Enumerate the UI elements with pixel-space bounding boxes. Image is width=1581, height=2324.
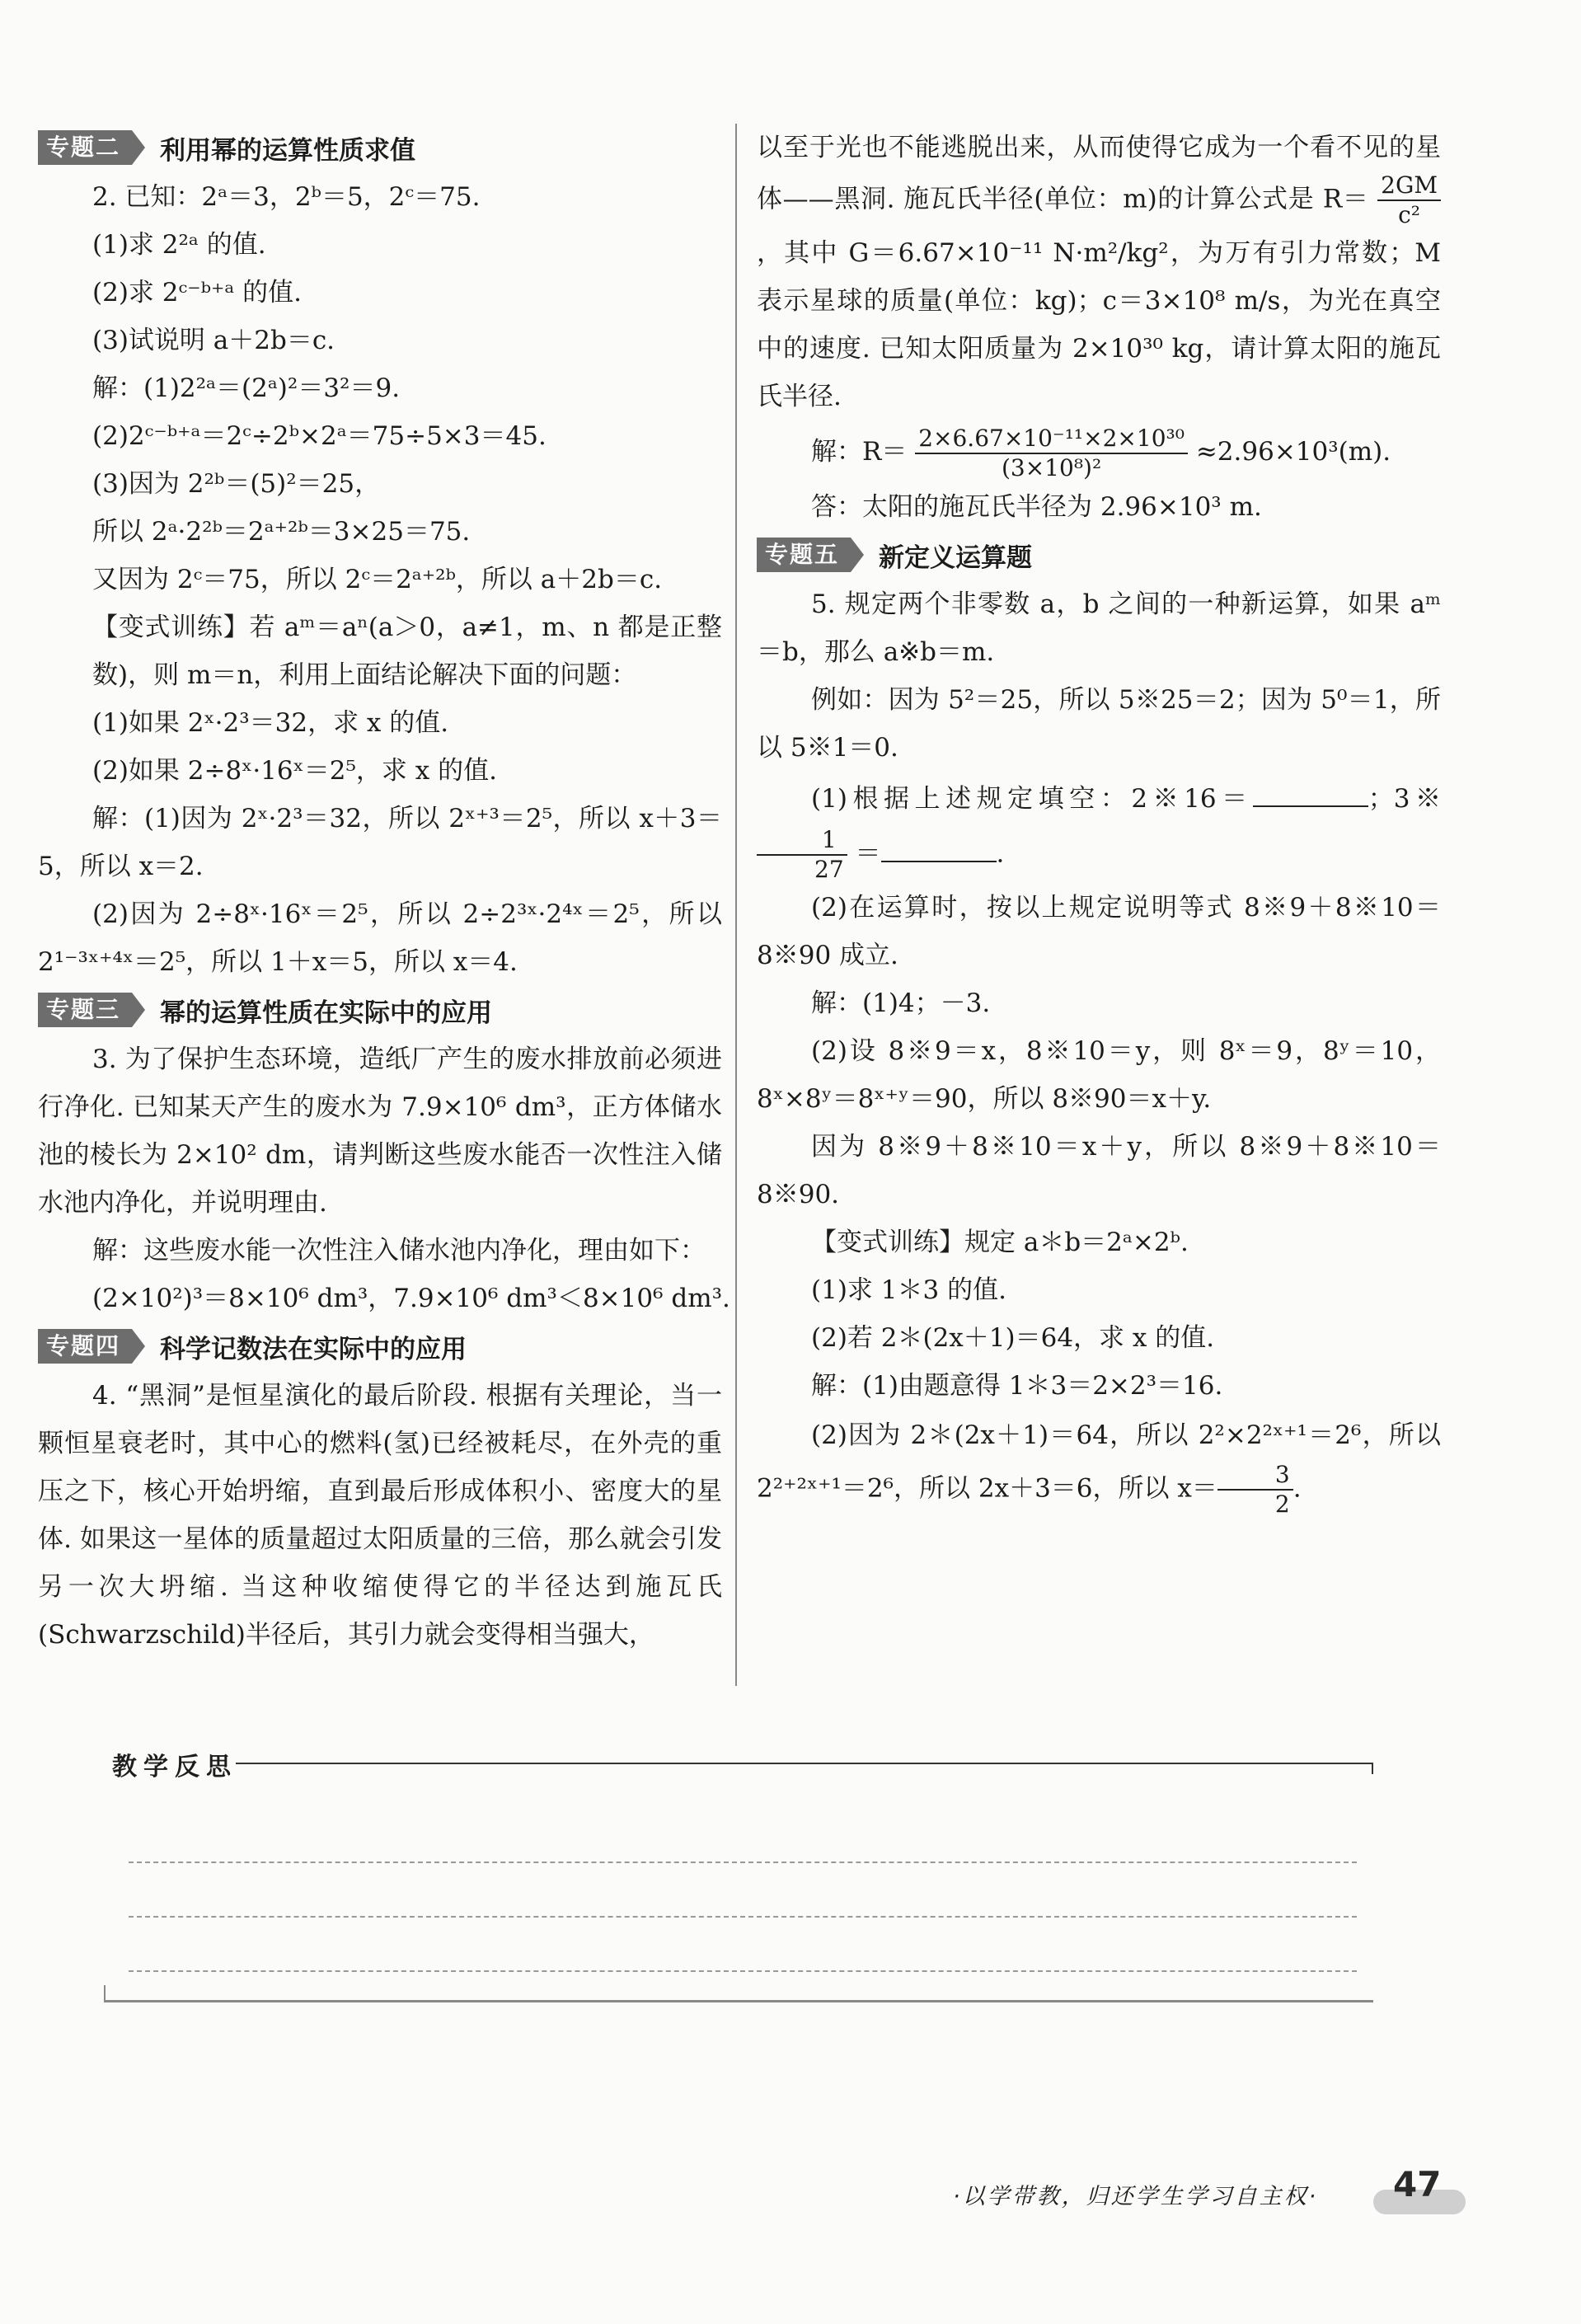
problem-5-q1-text-2: ；3※ [1368, 784, 1441, 814]
solution-suffix: ≈2.96×10³(m). [1195, 437, 1391, 467]
problem-2-a2: (2)2ᶜ⁻ᵇ⁺ᵃ＝2ᶜ÷2ᵇ×2ᵃ＝75÷5×3＝45. [92, 421, 547, 451]
three-halves-numerator: 3 [1217, 1461, 1293, 1491]
three-halves-denominator: 2 [1274, 1491, 1290, 1518]
variant-2-a2-end: . [1292, 1473, 1302, 1504]
reflection-right-tick [1372, 1763, 1373, 1774]
variant-2-q2: (2)若 2＊(2x＋1)＝64，求 x 的值. [811, 1323, 1215, 1353]
reflection-writing-line-2[interactable] [129, 1916, 1357, 1918]
solution-numerator: 2×6.67×10⁻¹¹×2×10³⁰ [915, 425, 1188, 454]
solution-denominator: (3×10⁸)² [1001, 453, 1102, 481]
topic-4-tag: 专题四 [38, 1329, 132, 1364]
variant-2-q1: (1)求 1＊3 的值. [811, 1275, 1006, 1305]
problem-5-a2-conclusion: 因为 8※9＋8※10＝x＋y，所以 8※9＋8※10＝8※90. [757, 1132, 1441, 1209]
problem-2-a3: (3)因为 2²ᵇ＝(5)²＝25， [92, 469, 381, 499]
variant-training-2: 【变式训练】规定 a＊b＝2ᵃ×2ᵇ. [811, 1228, 1189, 1257]
topic-5-title: 新定义运算题 [879, 542, 1033, 573]
variant-training-1: 【变式训练】若 aᵐ＝aⁿ(a＞0，a≠1，m、n 都是正整数)，则 m＝n，利用上面结论解决下面的问题： [92, 613, 722, 690]
answer-blank-1[interactable] [1253, 781, 1368, 807]
problem-4-statement: 4. “黑洞”是恒星演化的最后阶段. 根据有关理论，当一颗恒星衰老时，其中心的燃料(氢)已经被耗尽，在外壳的重压之下，核心开始坍缩，直到最后形成体积小、密度大的星体. 如果这一星体的质量超过太阳质量的三倍，那么就会引发另一次大坍缩. 当这种收缩使得它的半径达到施瓦氏(Schwarzschild)半径后，其引力就会变得相当强大， [38, 1381, 722, 1650]
problem-4-continued-text: 以至于光也不能逃脱出来，从而使得它成为一个看不见的星体——黑洞. 施瓦氏半径(单位：m)的计算公式是 R＝ [757, 133, 1441, 214]
problem-5-q1 [757, 772, 1441, 884]
teaching-reflection-label: 教学反思 [112, 1753, 237, 1782]
problem-5-q1-equals: ＝ [855, 838, 881, 869]
formula-denominator: c² [1398, 201, 1421, 228]
topic-2-header [38, 124, 722, 171]
fraction-denominator: 27 [814, 856, 844, 883]
variant-2-a1: 解：(1)由题意得 1＊3＝2×2³＝16. [811, 1371, 1223, 1401]
problem-3-answer-2: (2×10²)³＝8×10⁶ dm³，7.9×10⁶ dm³＜8×10⁶ dm³. [92, 1284, 730, 1313]
problem-5-q1-period: . [996, 838, 1005, 869]
reflection-top-rule [236, 1763, 1373, 1764]
variant-1-a1: 解：(1)因为 2ˣ·2³＝32，所以 2ˣ⁺³＝2⁵，所以 x＋3＝5，所以 x＝2. [38, 804, 722, 881]
problem-5-a1: 解：(1)4；－3. [811, 988, 991, 1018]
formula-numerator: 2GM [1377, 171, 1441, 201]
problem-5-statement: 5. 规定两个非零数 a，b 之间的一种新运算，如果 aᵐ＝b，那么 a※b＝m. [757, 589, 1441, 667]
topic-2-title: 利用幂的运算性质求值 [160, 135, 416, 166]
problem-4-solution [757, 420, 1441, 483]
problem-5-q1-text: (1)根据上述规定填空：2※16＝ [811, 784, 1253, 814]
variant-1-q2: (2)如果 2÷8ˣ·16ˣ＝2⁵，求 x 的值. [92, 756, 497, 786]
problem-2-statement: 2. 已知：2ᵃ＝3，2ᵇ＝5，2ᶜ＝75. [92, 182, 481, 212]
problem-2-a3-step3: 又因为 2ᶜ＝75，所以 2ᶜ＝2ᵃ⁺²ᵇ，所以 a＋2b＝c. [92, 565, 663, 594]
problem-5-example: 例如：因为 5²＝25，所以 5※25＝2；因为 5⁰＝1，所以 5※1＝0. [757, 685, 1441, 763]
topic-5-tag: 专题五 [757, 538, 851, 572]
variant-2-a2-text: (2)因为 2＊(2x＋1)＝64，所以 2²×2²ˣ⁺¹＝2⁶，所以 2²⁺²ˣ⁺¹＝2⁶，所以 2x＋3＝6，所以 x＝ [757, 1420, 1441, 1504]
reflection-writing-line-1[interactable] [129, 1862, 1357, 1863]
left-column [38, 124, 730, 1659]
answer-blank-2[interactable] [881, 836, 997, 862]
topic-3-tag: 专题三 [38, 993, 132, 1027]
problem-4-continued-text-2: ，其中 G＝6.67×10⁻¹¹ N·m²/kg²，为万有引力常数；M 表示星球的质量(单位：kg)；c＝3×10⁸ m/s，为光在真空中的速度. 已知太阳质量为 2×10³⁰ kg，请计算太阳的施瓦氏半径. [757, 238, 1441, 411]
problem-4-continued [757, 124, 1441, 420]
topic-5-header [757, 531, 1441, 579]
variant-2-a2 [757, 1410, 1441, 1519]
reflection-left-tick [104, 1985, 106, 2002]
topic-3-header [38, 986, 722, 1034]
problem-2-a3-step2: 所以 2ᵃ·2²ᵇ＝2ᵃ⁺²ᵇ＝3×25＝75. [92, 517, 471, 547]
problem-4-answer: 答：太阳的施瓦氏半径为 2.96×10³ m. [811, 492, 1262, 522]
problem-5-q2: (2)在运算时，按以上规定说明等式 8※9＋8※10＝8※90 成立. [757, 893, 1441, 970]
problem-2-q1: (1)求 2²ᵃ 的值. [92, 230, 266, 260]
problem-2-q3: (3)试说明 a＋2b＝c. [92, 326, 335, 355]
problem-2-q2: (2)求 2ᶜ⁻ᵇ⁺ᵃ 的值. [92, 278, 303, 308]
footer-motto: ·以学带教，归还学生学习自主权· [953, 2184, 1319, 2209]
problem-5-a2: (2)设 8※9＝x，8※10＝y，则 8ˣ＝9，8ʸ＝10，8ˣ×8ʸ＝8ˣ⁺ʸ＝90，所以 8※90＝x＋y. [757, 1036, 1441, 1114]
solution-prefix: 解：R＝ [811, 437, 908, 467]
page-number: 47 [1393, 2164, 1442, 2204]
teaching-reflection-box [112, 1746, 1373, 2010]
column-divider [735, 124, 737, 1686]
problem-3-statement: 3. 为了保护生态环境，造纸厂产生的废水排放前必须进行净化. 已知某天产生的废水为 7.9×10⁶ dm³，正方体储水池的棱长为 2×10² dm，请判断这些废水能否一次性注入储水池内净化，并说明理由. [38, 1045, 722, 1218]
problem-3-answer-1: 解：这些废水能一次性注入储水池内净化，理由如下： [92, 1236, 706, 1265]
fraction-numerator: 1 [757, 826, 847, 856]
variant-1-q1: (1)如果 2ˣ·2³＝32，求 x 的值. [92, 708, 449, 738]
variant-1-a2: (2)因为 2÷8ˣ·16ˣ＝2⁵，所以 2÷2³ˣ·2⁴ˣ＝2⁵，所以 2¹⁻³ˣ⁺⁴ˣ＝2⁵，所以 1＋x＝5，所以 x＝4. [38, 899, 722, 977]
topic-4-title: 科学记数法在实际中的应用 [160, 1334, 467, 1364]
topic-4-header [38, 1322, 722, 1370]
reflection-writing-line-3[interactable] [129, 1970, 1357, 1972]
reflection-bottom-rule [104, 2000, 1373, 2002]
formula-fraction [1377, 171, 1441, 229]
problem-2-a1: 解：(1)2²ᵃ＝(2ᵃ)²＝3²＝9. [92, 373, 401, 403]
topic-3-title: 幂的运算性质在实际中的应用 [160, 998, 493, 1028]
topic-2-tag: 专题二 [38, 130, 132, 165]
three-halves-fraction [1217, 1461, 1293, 1519]
right-column [757, 124, 1441, 1519]
solution-fraction [915, 425, 1188, 482]
one-over-27-fraction [757, 826, 847, 884]
